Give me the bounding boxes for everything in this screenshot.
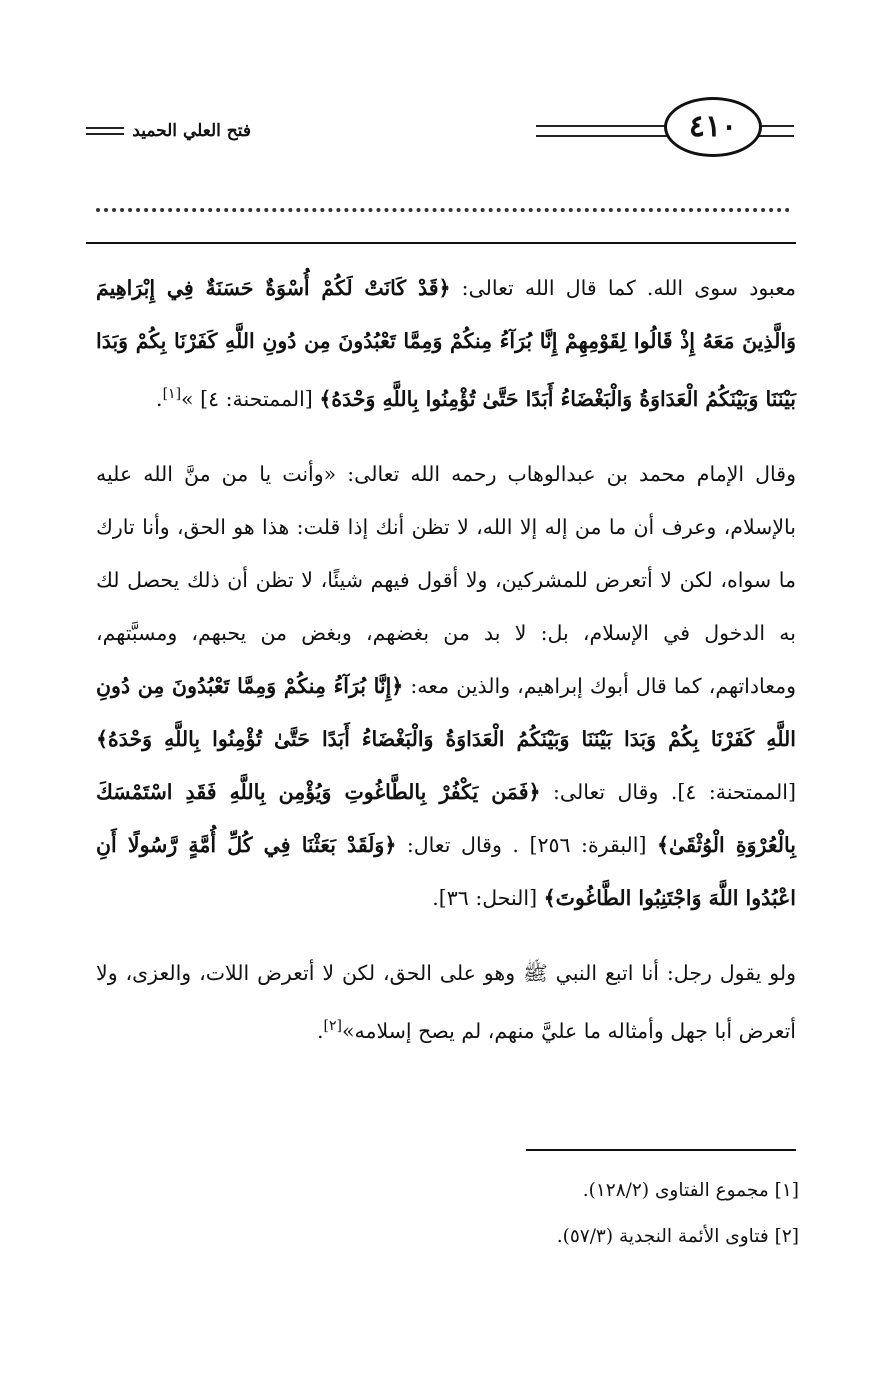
p1-quran-verse: ﴿قَدْ كَانَتْ لَكُمْ أُسْوَةٌ حَسَنَةٌ فِي إِبْرَاهِيمَ وَالَّذِينَ مَعَهُ إِذْ قَالُوا لِقَوْمِهِمْ إِنَّا بُرَآءُ مِنكُمْ وَمِمَّا تَعْبُدُونَ مِن دُونِ اللَّهِ كَفَرْنَا بِكُمْ وَبَدَا بَيْنَنَا وَبَيْنَكُمُ الْعَدَاوَةُ وَالْبَغْضَاءُ أَبَدًا حَتَّىٰ تُؤْمِنُوا بِاللَّهِ وَحْدَهُ﴾	[96, 276, 796, 411]
p2-quran-verse-3: ﴿وَلَقَدْ بَعَثْنَا فِي كُلِّ أُمَّةٍ رَّسُولًا أَنِ اعْبُدُوا اللَّهَ وَاجْتَنِبُوا الطَّاغُوتَ﴾	[96, 833, 796, 910]
footnote-1: [١] مجموع الفتاوى (١٢٨/٢).	[582, 1180, 799, 1201]
p2-citation-2: [البقرة: ٢٥٦]	[529, 833, 647, 857]
main-text	[96, 262, 796, 1058]
footnotes	[557, 1168, 799, 1260]
p3-text: ولو يقول رجل: أنا اتبع النبي ﷺ وهو على الحق، لكن لا أتعرض اللات، والعزى، ولا أتعرض أبا جهل وأمثاله ما عليَّ منهم، لم يصح إسلامه»	[96, 961, 796, 1043]
header-rule	[86, 242, 796, 244]
footnote-ref-1: [١]	[162, 386, 182, 402]
p3-end: .	[316, 1019, 324, 1043]
footnote-rule	[526, 1149, 796, 1151]
paragraph-1	[96, 262, 796, 426]
p2-citation-1: [الممتحنة: ٤].	[670, 780, 796, 804]
page-number-left-lines	[536, 125, 676, 137]
p1-lead: معبود سوى الله. كما قال الله تعالى:	[461, 276, 796, 300]
paragraph-3	[96, 947, 796, 1058]
footnote-2: [٢] فتاوى الأئمة النجدية (٥٧/٣).	[556, 1226, 799, 1247]
page-number: ٤١٠	[688, 109, 738, 144]
page-number-right-lines	[758, 125, 794, 137]
p1-quote-close: »	[181, 387, 194, 411]
p2-lead-2: وقال تعالى:	[552, 780, 659, 804]
p1-citation: [الممتحنة: ٤]	[200, 387, 313, 411]
page-number-oval	[664, 97, 762, 157]
p2-lead-3: . وقال تعال:	[406, 833, 519, 857]
title-ornament-lines	[86, 127, 124, 135]
paragraph-2	[96, 448, 796, 925]
dotted-separator	[96, 208, 790, 212]
page-header	[0, 0, 879, 260]
p2-quran-verse-1: ﴿إِنَّا بُرَآءُ مِنكُمْ وَمِمَّا تَعْبُدُونَ مِن دُونِ اللَّهِ كَفَرْنَا بِكُمْ وَبَدَا بَيْنَنَا وَبَيْنَكُمُ الْعَدَاوَةُ وَالْبَغْضَاءُ أَبَدًا حَتَّىٰ تُؤْمِنُوا بِاللَّهِ وَحْدَهُ﴾	[96, 674, 796, 751]
p2-citation-3: [النحل: ٣٦].	[432, 886, 538, 910]
p2-lead: وقال الإمام محمد بن عبدالوهاب رحمه الله تعالى: «وأنت يا من منَّ الله عليه بالإسلام، وعرف أن ما من إله إلا الله، لا تظن أنك إذا قلت: هذا هو الحق، وأنا تارك ما سواه، لكن لا أتعرض للمشركين، ولا أقول فيهم شيئًا، لا تظن أن ذلك يحصل لك به الدخول في الإسلام، بل: لا بد من بغضهم، وبغض من يحبهم، ومسبَّتهم، ومعاداتهم، كما قال أبوك إبراهيم، والذين معه:	[96, 462, 796, 698]
p2-quran-verse-2: ﴿فَمَن يَكْفُرْ بِالطَّاغُوتِ وَيُؤْمِن بِاللَّهِ فَقَدِ اسْتَمْسَكَ بِالْعُرْوَةِ الْوُثْقَىٰ﴾	[96, 780, 796, 857]
footnote-ref-2: [٢]	[323, 1018, 342, 1034]
p1-end: .	[156, 387, 163, 411]
book-title: فتح العلي الحميد	[132, 121, 251, 141]
